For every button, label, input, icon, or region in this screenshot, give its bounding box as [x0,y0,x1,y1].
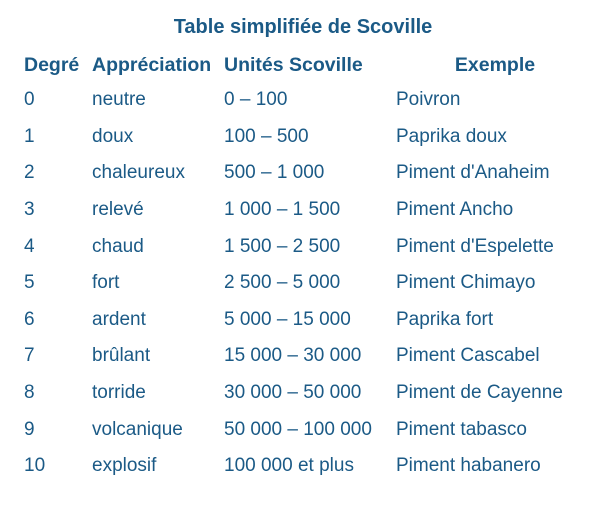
cell-degree: 0 [24,89,35,111]
cell-degree: 3 [24,199,35,221]
header-units: Unités Scoville [224,54,363,76]
cell-units: 5 000 – 15 000 [224,308,351,330]
cell-units: 0 – 100 [224,89,288,111]
header-row [24,48,594,82]
cell-degree: 4 [24,235,35,257]
cell-degree: 5 [24,272,35,294]
cell-degree: 7 [24,345,35,367]
table-body [24,82,594,485]
cell-appreciation: brûlant [92,345,151,367]
cell-degree: 8 [24,382,35,404]
cell-example: Poivron [396,89,461,111]
cell-units: 50 000 – 100 000 [224,418,372,440]
table-row [24,119,594,156]
scoville-table [24,48,594,485]
cell-example: Piment Ancho [396,199,514,221]
cell-degree: 2 [24,162,35,184]
table-title: Table simplifiée de Scoville [173,16,433,38]
table-row [24,82,594,119]
table-row [24,228,594,265]
table-row [24,302,594,339]
cell-degree: 1 [24,125,35,147]
cell-appreciation: ardent [92,308,146,330]
cell-units: 100 – 500 [224,125,309,147]
cell-units: 2 500 – 5 000 [224,272,341,294]
table-header [24,48,594,82]
cell-example: Piment tabasco [396,418,527,440]
cell-example: Piment habanero [396,455,541,477]
cell-degree: 9 [24,418,35,440]
table-row [24,448,594,485]
table-row [24,338,594,375]
cell-example: Piment Chimayo [396,272,536,294]
cell-appreciation: neutre [92,89,146,111]
cell-appreciation: explosif [92,455,157,477]
table-row [24,265,594,302]
table-row [24,375,594,412]
cell-units: 30 000 – 50 000 [224,382,362,404]
header-degree: Degré [24,54,80,76]
cell-appreciation: chaleureux [92,162,185,184]
cell-units: 500 – 1 000 [224,162,325,184]
cell-degree: 10 [24,455,46,477]
cell-example: Paprika doux [396,125,507,147]
cell-degree: 6 [24,308,35,330]
cell-units: 1 000 – 1 500 [224,199,341,221]
cell-example: Piment de Cayenne [396,382,563,404]
cell-appreciation: fort [92,272,120,294]
cell-units: 1 500 – 2 500 [224,235,341,257]
cell-appreciation: chaud [92,235,144,257]
cell-appreciation: volcanique [92,418,183,440]
cell-appreciation: torride [92,382,146,404]
cell-appreciation: relevé [92,199,144,221]
table-row [24,192,594,229]
cell-example: Paprika fort [396,308,494,330]
table-row [24,411,594,448]
header-example: Exemple [454,54,536,76]
cell-example: Piment Cascabel [396,345,540,367]
cell-example: Piment d'Espelette [396,235,554,257]
cell-example: Piment d'Anaheim [396,162,550,184]
cell-units: 100 000 et plus [224,455,354,477]
cell-appreciation: doux [92,125,134,147]
table-row [24,155,594,192]
header-appreciation: Appréciation [92,54,212,76]
cell-units: 15 000 – 30 000 [224,345,362,367]
